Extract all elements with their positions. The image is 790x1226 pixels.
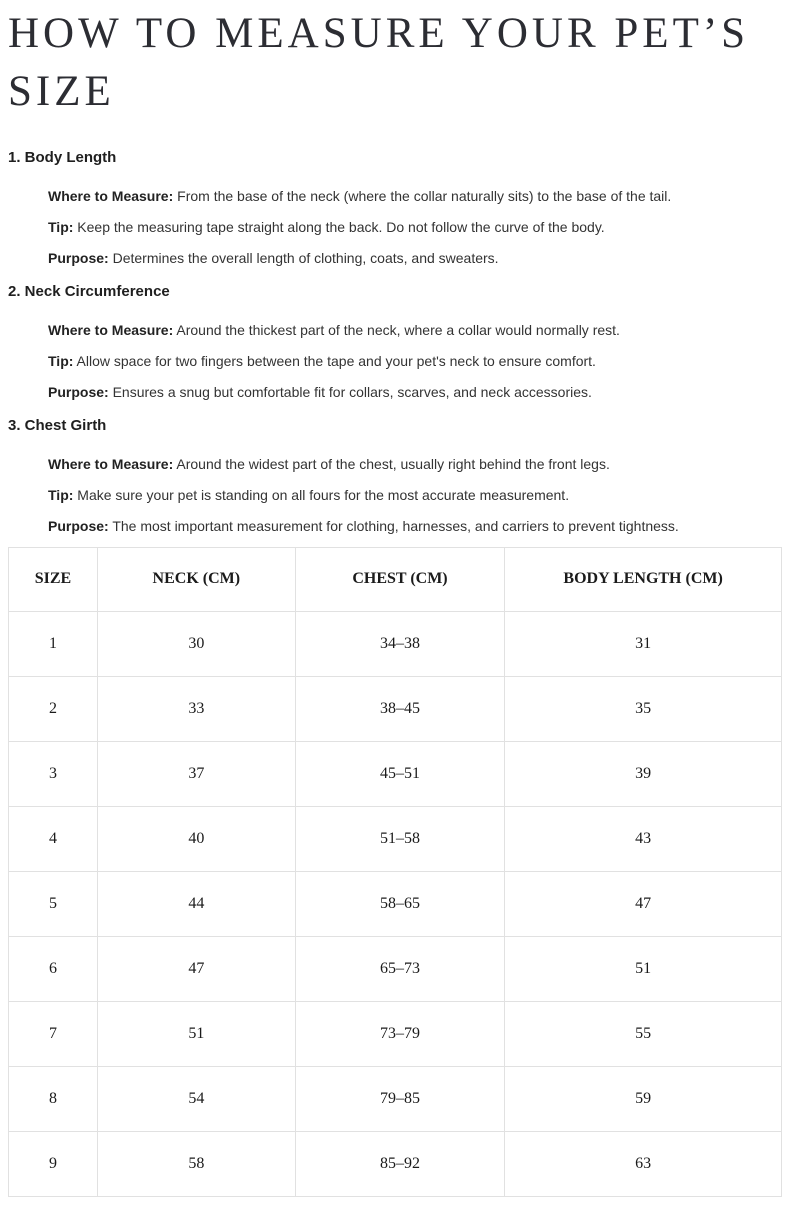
page-title: HOW TO MEASURE YOUR PET’S SIZE bbox=[8, 10, 750, 116]
table-header-cell: SIZE bbox=[9, 547, 98, 611]
table-cell: 47 bbox=[97, 936, 295, 1001]
paragraph-text: Determines the overall length of clothing, coats, and sweaters. bbox=[112, 249, 499, 266]
table-cell: 34–38 bbox=[295, 611, 504, 676]
table-cell: 31 bbox=[505, 611, 782, 676]
paragraph-text: Around the widest part of the chest, usually right behind the front legs. bbox=[176, 455, 610, 472]
table-cell: 43 bbox=[505, 806, 782, 871]
table-cell: 37 bbox=[97, 741, 295, 806]
table-cell: 45–51 bbox=[295, 741, 504, 806]
table-cell: 44 bbox=[97, 871, 295, 936]
table-cell: 7 bbox=[9, 1001, 98, 1066]
table-cell: 38–45 bbox=[295, 676, 504, 741]
table-cell: 65–73 bbox=[295, 936, 504, 1001]
table-cell: 8 bbox=[9, 1066, 98, 1131]
table-cell: 2 bbox=[9, 676, 98, 741]
paragraph-text: Make sure your pet is standing on all fours for the most accurate measurement. bbox=[77, 486, 570, 503]
table-cell: 39 bbox=[505, 741, 782, 806]
table-header-cell: CHEST (CM) bbox=[295, 547, 504, 611]
table-cell: 30 bbox=[97, 611, 295, 676]
table-cell: 51 bbox=[97, 1001, 295, 1066]
table-cell: 63 bbox=[505, 1131, 782, 1196]
measure-paragraph bbox=[48, 382, 782, 403]
table-cell: 58 bbox=[97, 1131, 295, 1196]
table-cell: 79–85 bbox=[295, 1066, 504, 1131]
size-chart-table bbox=[8, 547, 782, 1197]
paragraph-label: Purpose: bbox=[48, 517, 109, 534]
table-header-cell: BODY LENGTH (CM) bbox=[505, 547, 782, 611]
measure-paragraph bbox=[48, 351, 782, 372]
table-header-cell: NECK (CM) bbox=[97, 547, 295, 611]
paragraph-label: Where to Measure: bbox=[48, 321, 174, 338]
table-row bbox=[9, 676, 782, 741]
paragraph-label: Tip: bbox=[48, 486, 74, 503]
table-cell: 73–79 bbox=[295, 1001, 504, 1066]
section-heading-body-length: 1. Body Length bbox=[8, 148, 117, 166]
section-heading-chest-girth: 3. Chest Girth bbox=[8, 416, 107, 434]
paragraph-label: Tip: bbox=[48, 352, 74, 369]
measure-paragraph bbox=[48, 217, 782, 238]
measure-paragraph bbox=[48, 320, 782, 341]
measure-paragraph bbox=[48, 186, 782, 207]
table-cell: 85–92 bbox=[295, 1131, 504, 1196]
table-cell: 4 bbox=[9, 806, 98, 871]
table-cell: 35 bbox=[505, 676, 782, 741]
table-cell: 40 bbox=[97, 806, 295, 871]
measure-paragraph bbox=[48, 516, 782, 537]
paragraph-text: Allow space for two fingers between the tape and your pet's neck to ensure comfort. bbox=[76, 352, 596, 369]
table-row bbox=[9, 1066, 782, 1131]
table-row bbox=[9, 871, 782, 936]
table-cell: 51–58 bbox=[295, 806, 504, 871]
table-row bbox=[9, 741, 782, 806]
table-cell: 54 bbox=[97, 1066, 295, 1131]
paragraph-label: Where to Measure: bbox=[48, 455, 174, 472]
table-cell: 6 bbox=[9, 936, 98, 1001]
paragraph-label: Purpose: bbox=[48, 383, 109, 400]
table-row bbox=[9, 611, 782, 676]
table-cell: 3 bbox=[9, 741, 98, 806]
paragraph-label: Where to Measure: bbox=[48, 187, 174, 204]
table-cell: 58–65 bbox=[295, 871, 504, 936]
measure-paragraph bbox=[48, 248, 782, 269]
paragraph-label: Tip: bbox=[48, 218, 74, 235]
measure-paragraph bbox=[48, 454, 782, 475]
table-row bbox=[9, 1131, 782, 1196]
table-row bbox=[9, 936, 782, 1001]
table-row bbox=[9, 806, 782, 871]
table-cell: 33 bbox=[97, 676, 295, 741]
paragraph-text: From the base of the neck (where the collar naturally sits) to the base of the tail. bbox=[177, 187, 672, 204]
table-body bbox=[9, 611, 782, 1196]
table-cell: 5 bbox=[9, 871, 98, 936]
table-cell: 1 bbox=[9, 611, 98, 676]
table-cell: 51 bbox=[505, 936, 782, 1001]
table-row bbox=[9, 1001, 782, 1066]
table-header-row bbox=[9, 547, 782, 611]
paragraph-text: Keep the measuring tape straight along the back. Do not follow the curve of the body. bbox=[77, 218, 605, 235]
measure-paragraph bbox=[48, 485, 782, 506]
table-cell: 59 bbox=[505, 1066, 782, 1131]
paragraph-text: Ensures a snug but comfortable fit for collars, scarves, and neck accessories. bbox=[112, 383, 592, 400]
paragraph-label: Purpose: bbox=[48, 249, 109, 266]
page bbox=[0, 5, 790, 1226]
paragraph-text: Around the thickest part of the neck, where a collar would normally rest. bbox=[176, 321, 620, 338]
table-cell: 55 bbox=[505, 1001, 782, 1066]
table-cell: 9 bbox=[9, 1131, 98, 1196]
paragraph-text: The most important measurement for clothing, harnesses, and carriers to prevent tightness. bbox=[112, 517, 679, 534]
section-heading-neck-circumference: 2. Neck Circumference bbox=[8, 282, 170, 300]
table-cell: 47 bbox=[505, 871, 782, 936]
